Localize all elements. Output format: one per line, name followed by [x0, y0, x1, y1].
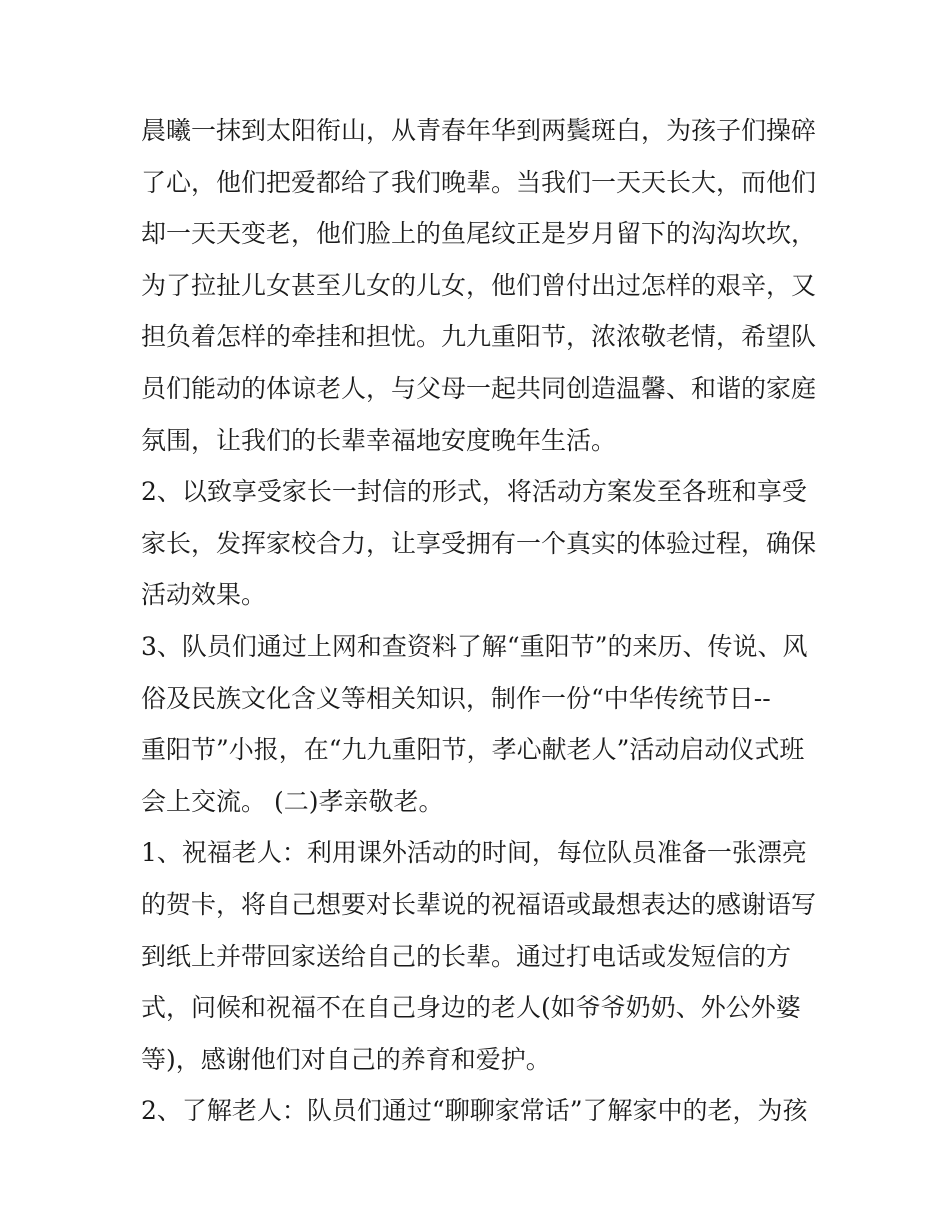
text-line: 活动效果。 [141, 580, 267, 610]
text-line: 为了拉扯儿女甚至儿女的儿女，他们曾付出过怎样的艰辛，又 [141, 270, 817, 300]
text-line: 氛围，让我们的长辈幸福地安度晚年生活。 [141, 425, 617, 455]
text-line: 的贺卡，将自己想要对长辈说的祝福语或最想表达的感谢语写 [141, 889, 817, 919]
body-text [141, 105, 821, 1137]
text-line: 家长，发挥家校合力，让享受拥有一个真实的体验过程，确保 [141, 528, 817, 558]
text-line: 担负着怎样的牵挂和担忧。九九重阳节，浓浓敬老情，希望队 [141, 322, 817, 352]
text-line: 式，问候和祝福不在自己身边的老人(如爷爷奶奶、外公外婆 [141, 993, 801, 1023]
text-line: 晨曦一抹到太阳衔山，从青春年华到两鬓斑白，为孩子们操碎 [141, 116, 817, 145]
text-line: 却一天天变老，他们脸上的鱼尾纹正是岁月留下的沟沟坎坎， [141, 219, 817, 249]
text-line: 到纸上并带回家送给自己的长辈。通过打电话或发短信的方 [141, 941, 792, 971]
text-line: 了心，他们把爱都给了我们晚辈。当我们一天天长大，而他们 [141, 167, 817, 197]
text-line: 员们能动的体谅老人，与父母一起共同创造温馨、和谐的家庭 [141, 373, 817, 403]
text-line: 俗及民族文化含义等相关知识，制作一份“中华传统节日-- [141, 683, 771, 713]
text-line: 3、队员们通过上网和查资料了解“重阳节”的来历、传说、风 [141, 631, 808, 661]
text-line: 等)，感谢他们对自己的养育和爱护。 [141, 1044, 551, 1074]
text-line: 1、祝福老人：利用课外活动的时间，每位队员准备一张漂亮 [141, 838, 807, 868]
text-line: 2、以致享受家长一封信的形式，将活动方案发至各班和享受 [141, 477, 807, 507]
text-line: 会上交流。 (二)孝亲敬老。 [141, 786, 444, 816]
text-line: 重阳节”小报，在“九九重阳节，孝心献老人”活动启动仪式班 [141, 735, 805, 765]
text-line: 2、了解老人：队员们通过“聊聊家常话”了解家中的老，为孩 [141, 1096, 808, 1126]
